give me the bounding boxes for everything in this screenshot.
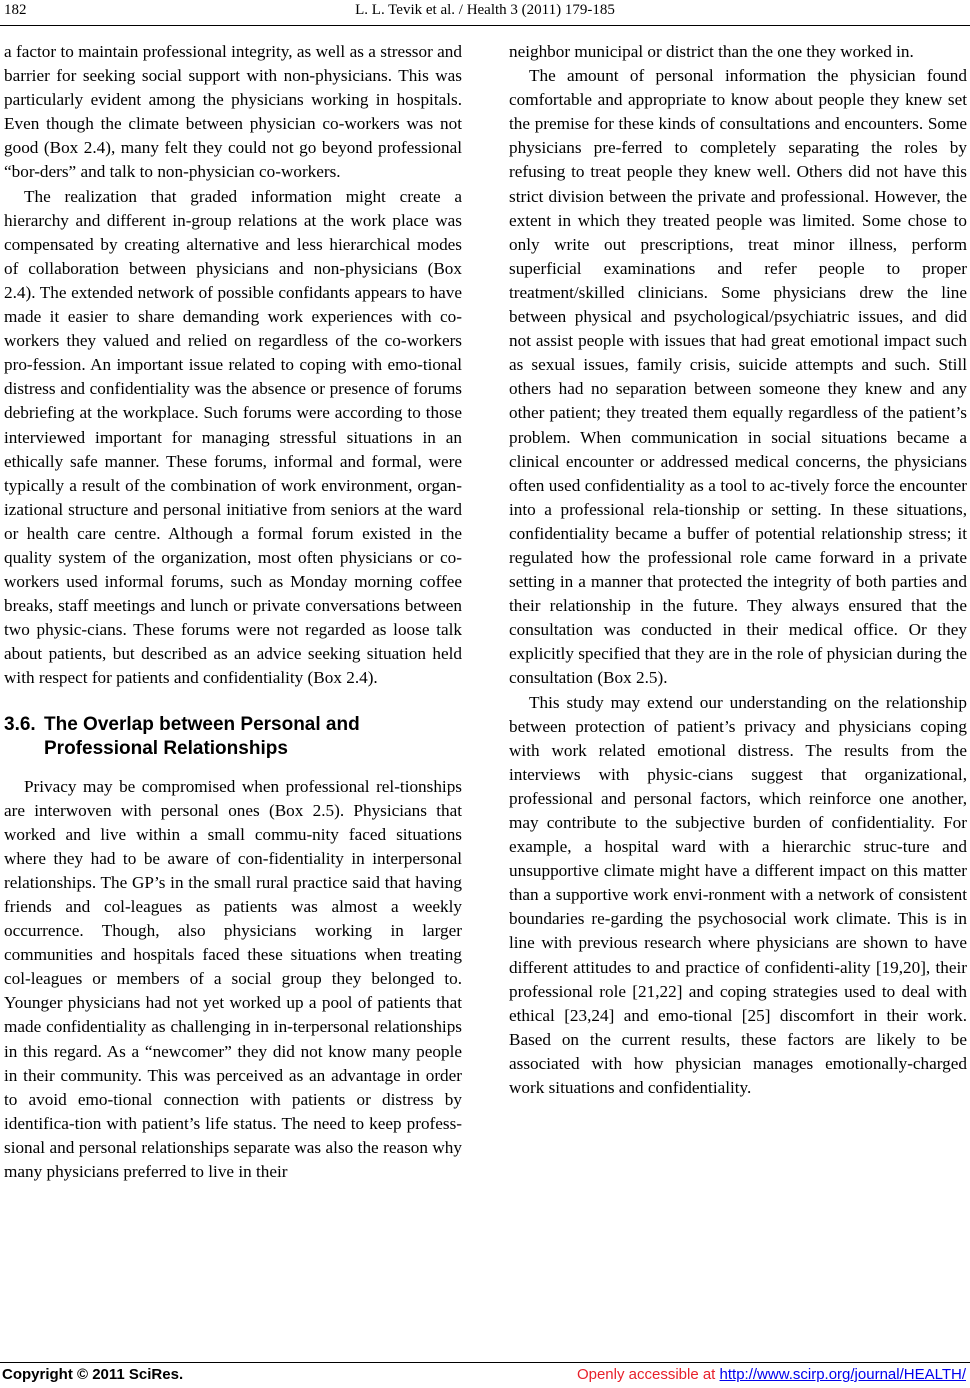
section-number: 3.6. bbox=[4, 713, 36, 735]
running-head: L. L. Tevik et al. / Health 3 (2011) 179-185 bbox=[355, 2, 615, 18]
section-heading bbox=[4, 713, 462, 761]
page-number: 182 bbox=[4, 2, 27, 18]
open-access-label: Openly accessible at bbox=[576, 1366, 720, 1383]
journal-link[interactable]: http://www.scirp.org/journal/HEALTH/ bbox=[719, 1366, 966, 1383]
paragraph: Privacy may be compromised when professional rel-tionships are interwoven with personal ones (Box 2.5). Physicians that worked and live within a small commu-nity faced situations where they had to be aware of con-fidentiality in interpersonal relationships. The GP’s in the small rural practice said that having friends and col-leagues as patients was almost a weekly occurrence. Though, also physicians working in larger communities and hospitals faced these situations when treating col-leagues or members of a social group they belonged to. Younger physicians had not yet worked up a pool of patients that made confidentiality as challenging in in-terpersonal relationships in this regard. As a “newcomer” they did not know many people in their community. This was perceived as an advantage in order to avoid emo-tional connection with patients or distress by identifica-tion with patient’s life status. The need to keep profess-sional and personal relationships separate was also the reason why many physicians preferred to live in their bbox=[4, 776, 462, 1182]
paragraph: The realization that graded information might create a hierarchy and different in-group relations at the work place was compensated by creating alternative and less hierarchical modes of collaboration between physicians and non-physicians (Box 2.4). The extended network of possible confidants appears to have made it easier to share demanding work experiences with co-workers they valued and relied on regardless of the co-workers pro-fession. An important issue related to coping with emo-tional distress and confidentiality was the absence or presence of forums debriefing at the workplace. Such forums were according to those interviewed important for managing stressful situations in an ethically safe manner. These forums, informal and formal, were typically a result of the combination of work environment, organ-izational structure and personal initiative from seniors at the ward or health care centre. Although a formal forum existed in the quality system of the organization, most often physicians or co-workers used informal forums, such as Monday morning coffee breaks, staff meetings and lunch or private conversations between two physic-cians. These forums were not regarded as loose talk about patients, but described as an advice seeking situation held with respect for patients and confidentiality (Box 2.4). bbox=[4, 186, 462, 688]
header-rule bbox=[0, 25, 970, 26]
left-column bbox=[4, 40, 462, 1184]
paragraph: neighbor municipal or district than the one they worked in. bbox=[509, 42, 914, 61]
right-column bbox=[509, 40, 967, 1100]
page-header bbox=[0, 2, 970, 26]
paragraph: The amount of personal information the physician found comfortable and appropriate to know about people they knew set the premise for these kinds of consultations and encounters. Some physicians pre-ferred to completely separating the roles by refusing to treat people they knew well. Others did not have this strict division between the private and professional. However, the extent in which they treated people was limited. Some chose to only write out prescriptions, treat minor illness, perform superficial examinations and refer people to proper treatment/skilled clinicians. Some physicians drew the line between physical and psychological/psychiatric issues, and did not assist people with issues that had great emotional impact such as sexual issues, family crisis, suicide attempts and such. Still others had no separation between someone they knew and any other patient; they treated them equally regardless of the patient’s problem. When communication in social situations became a clinical encounter or addressed medical concerns, the physicians often used confidentiality as a tool to ac-tively force the encounter into a professional rela-tionship or setting. In these situations, confidentiality became a buffer of potential relationship stress; it regulated how the professional role came forward in a private setting in a manner that protected the integrity of both parties and their relationship in the future. They always ensured that the consultation was conducted in their medical office. Or they explicitly specified that they are in the role of physician during the consultation (Box 2.5). bbox=[509, 66, 967, 688]
paragraph: This study may extend our understanding on the relationship between protection of patient’s privacy and physicians coping with work related emotional distress. The results from the interviews with physic-cians suggest that organizational, professional and personal factors, which reinforce one another, may contribute to the subjective burden of confidentiality. For example, a hospital ward with a hierarchic struc-ture and unsupportive climate might have a different impact on this matter than a supportive work envi-ronment with a network of consistent boundaries re-garding the psychosocial work climate. This is in line with previous research where physicians are shown to have different attitudes to and practice of confidenti-ality [19,20], their professional role [21,22] and coping strategies used to deal with ethical [23,24] and emo-tional [25] discomfort in their work. Based on the current results, these factors are likely to be associated with how physician manages emotionally-charged work situations and confidentiality. bbox=[509, 692, 967, 1098]
footer-rule bbox=[0, 1362, 970, 1363]
section-title: The Overlap between Personal and Professional Relationships bbox=[44, 713, 360, 759]
open-access-notice bbox=[577, 1366, 966, 1383]
paragraph: a factor to maintain professional integrity, as well as a stressor and barrier for seeking social support with non-physicians. This was particularly evident among the physicians working in hospitals. Even though the climate between physician co-workers was not good (Box 2.4), many felt they could not go beyond professional “bor-ders” and talk to non-physician co-workers. bbox=[4, 42, 462, 182]
copyright-notice: Copyright © 2011 SciRes. bbox=[2, 1366, 184, 1383]
